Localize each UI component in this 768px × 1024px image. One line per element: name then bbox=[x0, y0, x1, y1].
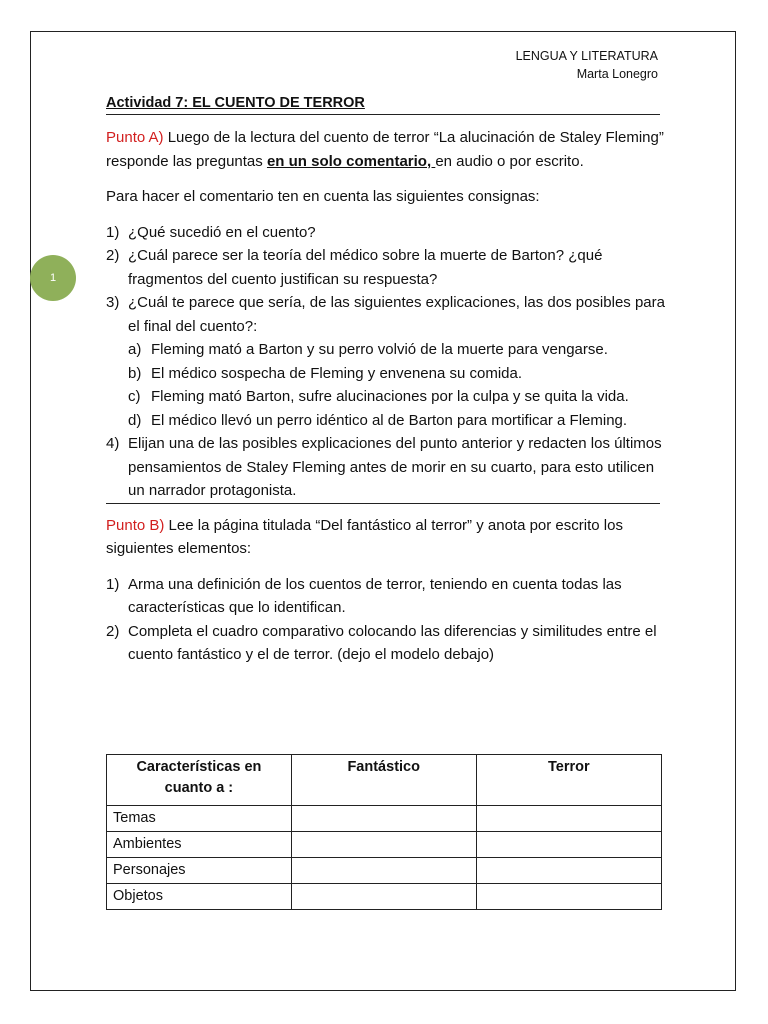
page-header bbox=[516, 47, 658, 83]
item-number: 4) bbox=[106, 435, 120, 452]
table-cell bbox=[476, 806, 661, 832]
title-section bbox=[106, 94, 660, 115]
table-cell bbox=[291, 806, 476, 832]
sub-item-letter: a) bbox=[128, 341, 142, 358]
item-number: 1) bbox=[106, 575, 120, 593]
comment-marker[interactable]: 1 bbox=[30, 255, 76, 301]
row-label: Objetos bbox=[107, 884, 292, 910]
header-author: Marta Lonegro bbox=[576, 67, 658, 81]
punto-b-intro bbox=[106, 514, 666, 561]
punto-a-list bbox=[106, 221, 666, 503]
section-divider bbox=[106, 503, 660, 504]
punto-a-intro bbox=[106, 126, 666, 173]
punto-a-text-2: en audio o por escrito. bbox=[435, 152, 584, 170]
item-text: ¿Cuál parece ser la teoría del médico sobre la muerte de Barton? ¿qué fragmentos del cuento justifican su respuesta? bbox=[128, 247, 603, 288]
row-label: Ambientes bbox=[107, 832, 292, 858]
table-row bbox=[107, 858, 662, 884]
punto-b-list bbox=[106, 573, 666, 667]
table-row bbox=[107, 806, 662, 832]
row-label: Temas bbox=[107, 806, 292, 832]
item-text: Elijan una de las posibles explicaciones del punto anterior y redacten los últimos pensamientos de Staley Fleming antes de morir en su cuarto, para esto utilicen un narrador protagonista. bbox=[128, 435, 662, 499]
item-number: 2) bbox=[106, 247, 120, 264]
consignas-intro: Para hacer el comentario ten en cuenta las siguientes consignas: bbox=[106, 188, 540, 205]
table-row bbox=[107, 832, 662, 858]
item-text: Arma una definición de los cuentos de terror, teniendo en cuenta todas las características que lo identifican. bbox=[128, 575, 622, 616]
punto-b-text: Lee la página titulada “Del fantástico al terror” y anota por escrito los siguientes elementos: bbox=[106, 516, 623, 557]
sub-item-text: Fleming mató a Barton y su perro volvió de la muerte para vengarse. bbox=[151, 341, 608, 358]
sub-list-item bbox=[128, 385, 666, 409]
list-item bbox=[106, 244, 666, 291]
page-title: Actividad 7: EL CUENTO DE TERROR bbox=[106, 95, 365, 111]
item-text: ¿Qué sucedió en el cuento? bbox=[128, 223, 316, 241]
punto-a-emphasis: en un solo comentario, bbox=[266, 152, 436, 170]
table-cell bbox=[291, 858, 476, 884]
header-subject: LENGUA Y LITERATURA bbox=[515, 49, 658, 63]
punto-a-text-1: Luego de la lectura del cuento de terror “La alucinación de Staley Fleming” responde las preguntas bbox=[106, 129, 664, 170]
sub-list-item bbox=[128, 362, 666, 386]
row-label: Personajes bbox=[107, 858, 292, 884]
item-number: 3) bbox=[106, 294, 120, 311]
column-header: Fantástico bbox=[291, 755, 476, 806]
comparison-table bbox=[106, 754, 662, 910]
sub-item-letter: b) bbox=[128, 364, 142, 382]
item-number: 2) bbox=[106, 622, 120, 640]
list-item bbox=[106, 432, 666, 503]
list-item bbox=[106, 620, 666, 667]
column-header: Terror bbox=[476, 755, 661, 806]
item-text: Completa el cuadro comparativo colocando las diferencias y similitudes entre el cuento fantástico y el de terror. (dejo el modelo debajo) bbox=[128, 622, 657, 663]
document-body bbox=[106, 126, 666, 667]
list-item bbox=[106, 573, 666, 620]
item-text: ¿Cuál te parece que sería, de las siguientes explicaciones, las dos posibles para el final del cuento?: bbox=[128, 294, 665, 335]
list-item bbox=[106, 291, 666, 432]
item-number: 1) bbox=[106, 223, 120, 241]
list-item bbox=[106, 221, 666, 245]
sub-item-text: El médico sospecha de Fleming y envenena su comida. bbox=[151, 364, 523, 382]
sub-list-item bbox=[128, 409, 666, 433]
sub-item-letter: d) bbox=[128, 411, 142, 429]
sub-list bbox=[128, 338, 666, 432]
table-cell bbox=[476, 832, 661, 858]
table-cell bbox=[476, 858, 661, 884]
sub-item-text: El médico llevó un perro idéntico al de Barton para mortificar a Fleming. bbox=[151, 411, 628, 429]
table-cell bbox=[291, 884, 476, 910]
punto-a-label: Punto A) bbox=[106, 129, 164, 146]
table-cell bbox=[476, 884, 661, 910]
column-header: Características en cuanto a : bbox=[107, 755, 292, 806]
table-cell bbox=[291, 832, 476, 858]
sub-item-text: Fleming mató Barton, sufre alucinaciones por la culpa y se quita la vida. bbox=[151, 388, 629, 405]
table-header-row bbox=[107, 755, 662, 806]
table-row bbox=[107, 884, 662, 910]
punto-b-label: Punto B) bbox=[106, 516, 165, 534]
sub-list-item bbox=[128, 338, 666, 362]
sub-item-letter: c) bbox=[128, 388, 141, 405]
